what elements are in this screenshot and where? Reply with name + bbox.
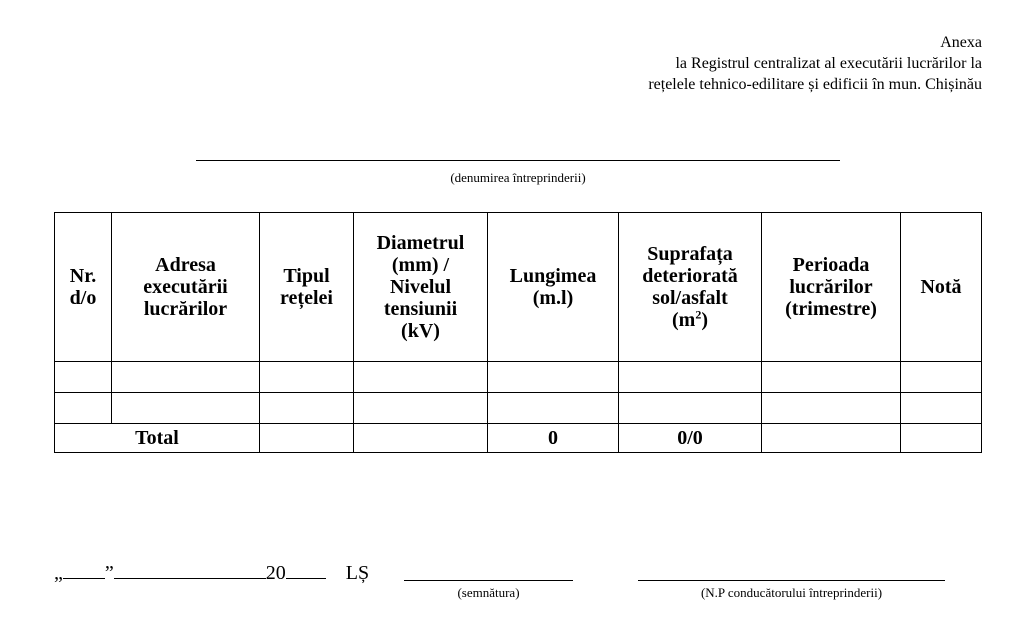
- register-table: [54, 212, 982, 453]
- header-row: [55, 213, 982, 362]
- quote-close: ”: [104, 562, 114, 584]
- table-row: [55, 362, 982, 393]
- manager-name-line: [638, 580, 945, 581]
- year-blank: [286, 560, 326, 579]
- quote-open: „: [54, 562, 63, 584]
- date-field: [54, 560, 369, 585]
- annex-title: Anexa: [940, 34, 982, 51]
- total-row: [55, 424, 982, 453]
- day-blank: [63, 560, 105, 579]
- annex-subtitle-line2: rețelele tehnico-edilitare și edificii în mun. Chișinău: [648, 76, 982, 93]
- header-nr: Nr. d/o: [55, 213, 112, 362]
- header-address: Adresa executării lucrărilor: [112, 213, 260, 362]
- enterprise-caption: (denumirea întreprinderii): [450, 170, 586, 185]
- month-blank: [114, 560, 266, 579]
- header-length: Lungimea (m.l): [488, 213, 619, 362]
- ls-mark: LȘ: [345, 562, 370, 584]
- manager-caption: (N.P conducătorului întreprinderii): [700, 585, 883, 600]
- annex-subtitle-line1: la Registrul centralizat al executării lucrărilor la: [675, 55, 982, 72]
- header-period: Perioada lucrărilor (trimestre): [762, 213, 901, 362]
- total-label: Total: [55, 424, 260, 453]
- year-prefix: 20: [265, 562, 286, 584]
- total-length: 0: [488, 424, 619, 453]
- total-surface: 0/0: [619, 424, 762, 453]
- header-network-type: Tipul rețelei: [260, 213, 354, 362]
- header-surface: Suprafața deteriorată sol/asfalt $(m^2)$: [619, 213, 762, 362]
- header-diameter: Diametrul (mm) / Nivelul tensiunii (kV): [354, 213, 488, 362]
- table-row: [55, 393, 982, 424]
- enterprise-name-line: [196, 160, 840, 161]
- signature-caption: (semnătura): [457, 585, 520, 600]
- annex-header: [648, 32, 982, 95]
- signature-line: [404, 580, 573, 581]
- header-note: Notă: [901, 213, 982, 362]
